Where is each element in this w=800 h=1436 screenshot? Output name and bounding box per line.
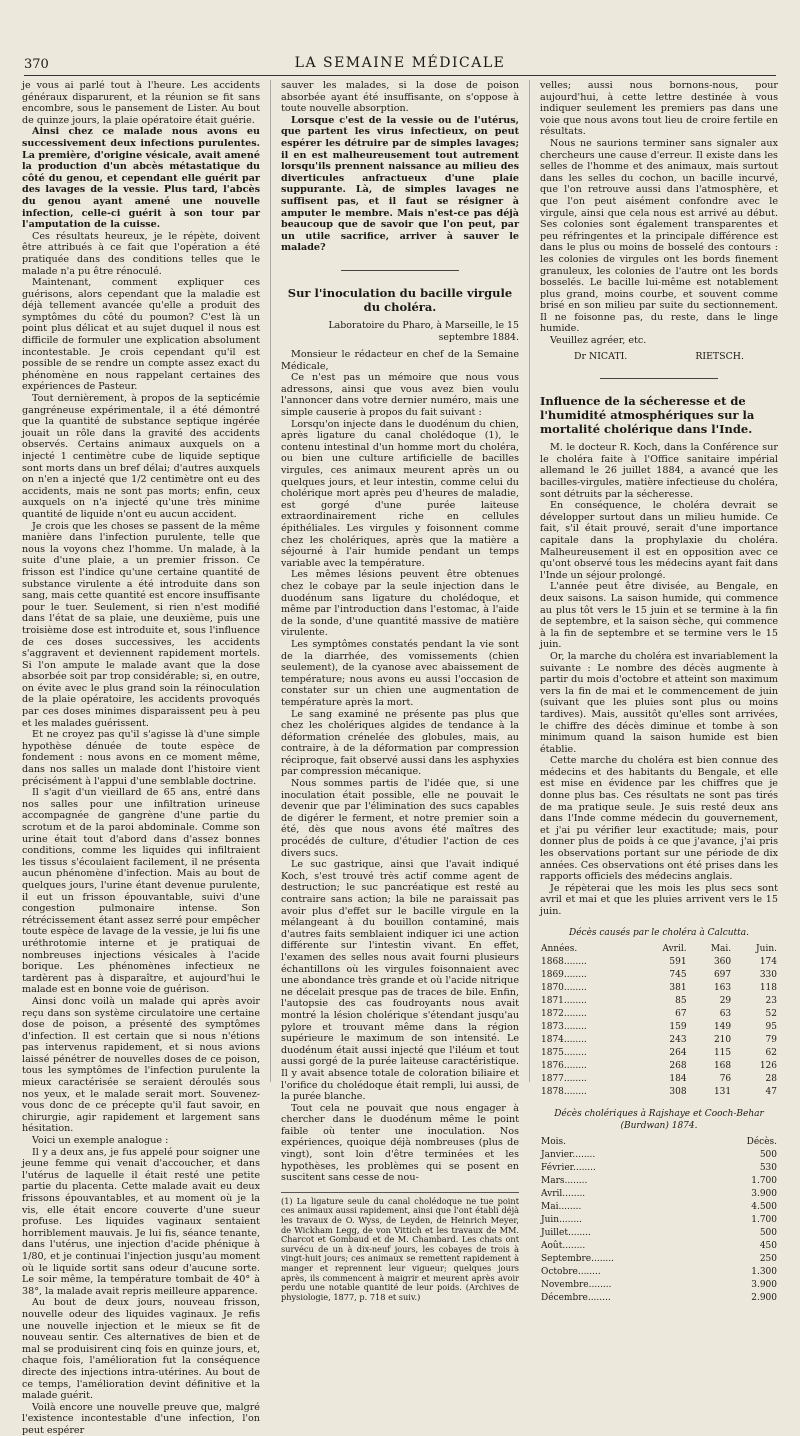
table-row: [540, 995, 778, 1008]
table-row: [540, 1175, 778, 1188]
table-cell: Janvier........: [541, 1150, 596, 1161]
table-cell: Novembre........: [541, 1280, 612, 1291]
table-cell: Décembre........: [541, 1293, 611, 1304]
footnote: (1) La ligature seule du canal cholédoque ne tue point ces animaux aussi rapidement, ainsi que l'ont établi déjà les travaux de O. Wyss, de Leyden, de Heinrich Meyer, de Wickham Legg, de von Vittich et les travaux de MM. Charcot et Gombaud et de M. Chambard. Les chats ont survécu de un à dix-neuf jours, les cobayes de trois à vingt-huit jours; ces animaux se remettent rapidement à manger et reprennent leur vigueur; quelques jours après, ils commencent à maigrir et meurent après avoir perdu une notable quantité de leur poids. (Archives de physiologie, 1877, p. 718 et suiv.): [281, 1192, 519, 1303]
column-header: Mai.: [710, 944, 732, 955]
column-header: Juin.: [756, 944, 777, 955]
signatures: [540, 351, 778, 363]
table-row: [540, 1008, 778, 1021]
table-cell: 1877........: [541, 1074, 587, 1085]
table-cell: 450: [759, 1241, 777, 1252]
table-cell: Juillet........: [541, 1228, 591, 1239]
paragraph: Ces résultats heureux, je le répète, doivent être attribués à ce fait que l'opération a été pratiquée dans des conditions telles que le malade n'a pu être rénoculé.: [22, 230, 260, 277]
table-cell: 184: [669, 1074, 687, 1085]
burdwan-deaths-table: [540, 1136, 778, 1305]
table-cell: 118: [759, 983, 777, 994]
calcutta-deaths-table: [540, 943, 778, 1099]
article-title: Influence de la sécheresse et de l'humidité atmosphériques sur la mortalité cholérique dans l'Inde.: [540, 394, 755, 437]
paragraph: Lorsqu'on injecte dans le duodénum du chien, après ligature du canal cholédoque (1), le contenu intestinal d'un homme mort du choléra, ou bien une culture artificielle de bacilles virgules, ces animaux meurent après un ou quelques jours, et leur intestin, comme celui du cholérique mort après peu d'heures de maladie, est gorgé d'une purée laiteuse extraordinairement riche en cellules épithéliales. Les virgules y foisonnent comme chez les cholériques, après que la matière a séjourné à l'air humide pendant un temps variable avec la température.: [281, 418, 519, 569]
salutation: Monsieur le rédacteur en chef de la Semaine Médicale,: [281, 349, 519, 372]
table-cell: 28: [765, 1074, 777, 1085]
table-cell: 1876........: [541, 1061, 587, 1072]
table-row: [540, 1188, 778, 1201]
section-divider: [281, 264, 519, 276]
table-cell: 530: [759, 1163, 777, 1174]
paragraph: Maintenant, comment expliquer ces guérisons, alors cependant que la maladie est déjà tellement avancée qu'elle a produit des symptômes du côté du poumon? C'est là un point plus délicat et au sujet duquel il nous est difficile de formuler une explication absolument incontestable. Je crois cependant qu'il est possible de se rendre un compte assez exact du phénomène en nous rappelant certaines des expériences de Pasteur.: [22, 277, 260, 393]
table-cell: 308: [669, 1087, 687, 1098]
table-cell: 3.900: [751, 1189, 777, 1200]
table-row: [540, 1240, 778, 1253]
table-cell: 1871........: [541, 996, 587, 1007]
article-title: Sur l'inoculation du bacille virgule du choléra.: [287, 285, 513, 314]
table-cell: 360: [713, 957, 732, 968]
table-cell: 381: [669, 983, 687, 994]
table-cell: 1.700: [751, 1176, 777, 1187]
paragraph: Il s'agit d'un vieillard de 65 ans, entré dans nos salles pour une infiltration urineuse accompagnée de gangrène d'une partie du scrotum et de la paroi abdominale. Comme son urine était tout d'abord dans d'assez bonnes conditions, comme les liquides qui infiltraient les tissus s'écoulaient facilement, il ne présenta aucun phénomène d'infection. Mais au bout de quelques jours, l'urine étant devenue purulente, il eut un frisson épouvantable, suivi d'une congestion pulmonaire intense. Son rétrécissement étant assez serré pour empêcher toute espèce de lavage de la vessie, je lui fis une uréthrotomie interne et je pratiquai de nombreuses injections vésicales à l'acide borique. Les phénomènes infectieux ne tardèrent pas à disparaître, et aujourd'hui le malade est en bonne voie de guérison.: [22, 787, 260, 996]
paragraph: Nous sommes partis de l'idée que, si une inoculation était possible, elle ne pouvait le devenir que par l'élimination des sucs capables de digérer le ferment, et notre premier soin a été, dès que nous avons été maîtres des procédés de culture, d'étudier l'action de ces divers sucs.: [281, 778, 519, 859]
table-row: [540, 1227, 778, 1240]
table-cell: 500: [759, 1228, 777, 1239]
paragraph: Et ne croyez pas qu'il s'agisse là d'une simple hypothèse dénuée de toute espèce de fondement : nous avons en ce moment même, dans nos salles un malade dont l'histoire vient précisément à l'appui d'une semblable doctrine.: [22, 729, 260, 787]
table-body: [540, 1149, 778, 1305]
table-cell: 149: [713, 1022, 732, 1033]
table-cell: 126: [759, 1061, 777, 1072]
table-row: [540, 1149, 778, 1162]
table-row: [540, 1253, 778, 1266]
table-cell: Mars........: [541, 1176, 588, 1187]
table-cell: Avril........: [541, 1189, 586, 1200]
table-body: [540, 956, 778, 1099]
paragraph: Cette marche du choléra est bien connue des médecins et des habitants du Bengale, et elle est mise en évidence par les chiffres que je donne plus bas. Ces résultats ne sont pas tirés de ma pratique seule. Je suis resté deux ans dans l'Inde comme médecin du gouvernement, et j'ai pu vérifier leur exactitude; mais, pour donner plus de poids à ce que j'avance, j'ai pris les observations portant sur une période de dix années. Ces observations ont été prises dans les rapports officiels des médecins anglais.: [540, 755, 778, 883]
paragraph: Les mêmes lésions peuvent être obtenues chez le cobaye par la seule injection dans le duodénum sans ligature du cholédoque, et même par l'introduction dans l'estomac, à l'aide de la sonde, d'une quantité massive de matière virulente.: [281, 569, 519, 639]
table-cell: 95: [765, 1022, 777, 1033]
table-header-row: [540, 943, 778, 956]
table-cell: 591: [669, 957, 687, 968]
table-row: [540, 1034, 778, 1047]
table-cell: 264: [669, 1048, 687, 1059]
table-row: [540, 1266, 778, 1279]
table-cell: Septembre........: [541, 1254, 615, 1265]
paragraph: Voilà encore une nouvelle preuve que, malgré l'existence incontestable d'une infection, l'on peut espérer: [22, 1401, 260, 1436]
column-header: Mois.: [541, 1137, 566, 1148]
table-cell: Mai........: [541, 1202, 582, 1213]
table-cell: 131: [713, 1087, 732, 1098]
table-cell: 210: [713, 1035, 732, 1046]
table-cell: Août........: [541, 1241, 586, 1252]
columns: [22, 80, 778, 1436]
column-2: [270, 80, 519, 1302]
table-row: [540, 1162, 778, 1175]
paragraph: Je répèterai que les mois les plus secs sont avril et mai et que les pluies arrivent vers le 15 juin.: [540, 882, 778, 917]
table-cell: 697: [713, 970, 732, 981]
paragraph: Or, la marche du choléra est invariablement la suivante : Le nombre des décès augmente à partir du mois d'octobre et atteint son maximum vers la fin de mai et le commencement de juin (suivant que les pluies sont plus ou moins tardives). Mais, aussitôt qu'elles sont arrivées, le chiffre des décès diminue et tombe à son minimum quand la saison humide est bien établie.: [540, 650, 778, 755]
paragraph: Voici un exemple analogue :: [32, 1135, 169, 1147]
table-cell: 29: [719, 996, 732, 1007]
table-cell: 250: [759, 1254, 777, 1265]
table-cell: 115: [713, 1048, 732, 1059]
paragraph: En conséquence, le choléra devrait se développer surtout dans un milieu humide. Ce fait, s'il était prouvé, serait d'une importance capitale dans la prophylaxie du choléra. Malheureusement il est en opposition avec ce qu'ont observé tous les médecins ayant fait dans l'Inde un séjour prolongé.: [540, 500, 778, 581]
paragraph: Ainsi chez ce malade nous avons eu successivement deux infections purulentes. La première, d'origine vésicale, avait amené la production d'un abcès métastatique du côté du genou, et cependant elle guérit par des lavages de la vessie. Plus tard, l'abcès du genou ayant amené une nouvelle infection, celle-ci guérit à son tour par l'amputation de la cuisse.: [22, 126, 260, 231]
table-cell: 1.700: [751, 1215, 777, 1226]
table-cell: 63: [719, 1009, 732, 1020]
paragraph: Ce n'est pas un mémoire que nous vous adressons, ainsi que vous avez bien voulu l'annoncer dans votre dernier numéro, mais une simple causerie à propos du fait suivant :: [281, 372, 519, 419]
paragraph: Au bout de deux jours, nouveau frisson, nouvelle odeur des liquides vaginaux. Je refis une nouvelle injection et le mieux se fit de nouveau sentir. Ces alternatives de bien et de mal se produisirent cinq fois en quinze jours, et, chaque fois, l'amélioration fut la conséquence directe des injections intra-utérines. Au bout de ce temps, l'amélioration devint définitive et la malade guérit.: [22, 1297, 260, 1402]
table-cell: 1873........: [541, 1022, 587, 1033]
table-row: [540, 956, 778, 969]
table-cell: 52: [765, 1009, 777, 1020]
page-number: 370: [24, 57, 49, 72]
table-cell: 1878........: [541, 1087, 587, 1098]
table-row: [540, 1292, 778, 1305]
table-cell: 2.900: [751, 1293, 777, 1304]
table-cell: 1.300: [751, 1267, 777, 1278]
column-header: Années.: [541, 944, 578, 955]
paragraph: L'année peut être divisée, au Bengale, en deux saisons. La saison humide, qui commence au plus tôt vers le 15 juin et se termine à la fin de septembre, et la saison sèche, qui commence à la fin de septembre et se termine vers le 15 juin.: [540, 581, 778, 651]
table-caption: Décès cholériques à Rajshaye et Cooch-Behar (Burdwan) 1874.: [554, 1109, 764, 1131]
paragraph: velles; aussi nous bornons-nous, pour aujourd'hui, à cette lettre destinée à vous indiquer seulement les premiers pas dans une voie que nous avons tout lieu de croire fertile en résultats.: [540, 80, 778, 138]
table-row: [540, 1047, 778, 1060]
table-cell: 1870........: [541, 983, 587, 994]
table-cell: 159: [669, 1022, 687, 1033]
table-row: [540, 1060, 778, 1073]
table-cell: 3.900: [751, 1280, 777, 1291]
paragraph: Veuillez agréer, etc.: [550, 335, 647, 347]
column-1: [22, 80, 261, 1436]
table-row: [540, 1279, 778, 1292]
table-cell: 1868........: [541, 957, 587, 968]
table-cell: 79: [765, 1035, 777, 1046]
table-row: [540, 1073, 778, 1086]
table-cell: 243: [669, 1035, 687, 1046]
table-cell: 330: [759, 970, 777, 981]
table-cell: 268: [669, 1061, 687, 1072]
paragraph: Le suc gastrique, ainsi que l'avait indiqué Koch, s'est trouvé très actif comme agent de destruction; le suc pancréatique est resté au contraire sans action; la bile ne paraissait pas avoir plus d'effet sur le bacille virgule en la mélangeant à du bouillon contaminé, mais d'autres faits semblaient indiquer ici une action différente sur l'intestin vivant. En effet, l'examen des selles nous avait fourni plusieurs échantillons où les virgules foisonnaient avec une abondance très grande et où l'acide nitrique ne décelait presque pas de traces de bile. Enfin, l'autopsie des cas foudroyants nous avait montré la lésion cholérique s'étendant jusqu'au pylore et trouvant même dans la région supérieure le maximum de son intensité. Le duodénum était aussi injecté que l'iléum et tout aussi gorgé de la purée laiteuse caractéristique. Il y avait absence totale de coloration biliaire et l'orifice du cholédoque était rempli, lui aussi, de la purée blanche.: [281, 859, 519, 1103]
paragraph: sauver les malades, si la dose de poison absorbée ayant été insuffisante, on s'oppose à toute nouvelle absorption.: [281, 80, 519, 115]
table-cell: 168: [713, 1061, 732, 1072]
page-header: [24, 55, 776, 76]
column-header: Avril.: [662, 944, 687, 955]
table-cell: 1872........: [541, 1009, 587, 1020]
table-cell: 47: [765, 1087, 777, 1098]
table-cell: 67: [675, 1009, 687, 1020]
paragraph: Lorsque c'est de la vessie ou de l'utérus, que partent les virus infectieux, on peut espérer les détruire par de simples lavages; il en est malheureusement tout autrement lorsqu'ils prennent naissance au milieu des diverticules anfractueux d'une plaie suppurante. Là, de simples lavages ne suffisent pas, et il faut se résigner à amputer le membre. Mais n'est-ce pas déjà beaucoup que de savoir que l'on peut, par un utile sacrifice, arriver à sauver le malade?: [281, 114, 519, 254]
column-3: [529, 80, 778, 1304]
table-cell: 76: [719, 1074, 732, 1085]
table-caption: Décès causés par le choléra à Calcutta.: [568, 927, 749, 938]
table-cell: 500: [759, 1150, 777, 1161]
table-cell: 62: [765, 1048, 777, 1059]
paragraph: M. le docteur R. Koch, dans la Conférence sur le choléra faite à l'Office sanitaire impérial allemand le 26 juillet 1884, a avancé que les bacilles-virgules, matière infectieuse du choléra, sont détruits par la sécheresse.: [540, 442, 778, 500]
dateline: Laboratoire du Pharo, à Marseille, le 15 septembre 1884.: [328, 319, 519, 343]
table-cell: 85: [675, 996, 687, 1007]
paragraph: Tout dernièrement, à propos de la septicémie gangréneuse expérimentale, il a été démontré que la quantité de substance septique ingérée jouait un rôle dans la gravité des accidents observés. Certains animaux auxquels on a injecté 1 centimètre cube de liquide septique sont morts dans un bref délai; d'autres auxquels on n'en a injecté que 1/2 centimètre ont eu des accidents, mais ne sont pas morts; enfin, ceux auxquels on n'a injecté qu'une très minime quantité de liquide n'ont eu aucun accident.: [22, 393, 260, 520]
table-cell: 1875........: [541, 1048, 587, 1059]
paragraph: Je crois que les choses se passent de la même manière dans l'infection purulente, telle que nous la voyons chez l'homme. Un malade, à la suite d'une plaie, a un premier frisson. Ce frisson est l'indice qu'une certaine quantité de substance virulente a été introduite dans son sang, mais cette quantité est encore insuffisante pour le tuer. Seulement, si rien n'est modifié dans l'état de sa plaie, une deuxième, puis une troisième dose est introduite et, sous l'influence de ces doses successives, les accidents s'aggravent et deviennent rapidement mortels. Si l'on ampute le malade avant que la dose absorbée soit par trop considérable; si, en outre, on évite avec le plus grand soin la réinoculation de la plaie opératoire, les accidents provoqués par ces doses minimes disparaissent peu à peu et les malades guérissent.: [22, 520, 261, 729]
paragraph: Le sang examiné ne présente pas plus que chez les cholériques algides de tendance à la déformation crénelée des globules, mais, au contraire, à de la déformation par compression réciproque, fait observé aussi dans les asphyxies par compression mécanique.: [281, 708, 519, 778]
table-cell: Février........: [541, 1163, 596, 1174]
column-header: Décès.: [746, 1137, 777, 1148]
table-row: [540, 969, 778, 982]
table-cell: 163: [713, 983, 732, 994]
paragraph: Ainsi donc voilà un malade qui après avoir reçu dans son système circulatoire une certaine dose de poison, a présenté des symptômes d'infection. Il est certain que si nous n'étions pas intervenus rapidement, et si nous avions laissé pénétrer de nouvelles doses de ce poison, tous les symptômes de l'infection purulente la mieux caractérisée se seraient déroulés sous nos yeux, et le malade serait mort. Souvenez-vous donc de ce précepte qu'il faut savoir, en chirurgie, agir rapidement et largement sans hésitation.: [22, 995, 260, 1135]
table-row: [540, 1201, 778, 1214]
table-cell: 174: [759, 957, 777, 968]
table-row: [540, 1214, 778, 1227]
table-cell: 745: [669, 970, 687, 981]
section-divider: [540, 372, 778, 384]
table-cell: 23: [765, 996, 777, 1007]
paragraph: Tout cela ne pouvait que nous engager à chercher dans le duodénum même le point faible où tenter une inoculation. Nos expériences, quoique déjà nombreuses (plus de vingt), sont loin d'être terminées et les hypothèses, les problèmes qui se posent en suscitent sans cesse de nou-: [281, 1102, 519, 1184]
table-cell: 4.500: [751, 1202, 777, 1213]
paragraph: je vous ai parlé tout à l'heure. Les accidents généraux disparurent, et la réunion se fit sans encombre, sous le pansement de Lister. Au bout de quinze jours, la plaie opératoire était guérie.: [22, 80, 260, 126]
paragraph: Nous ne saurions terminer sans signaler aux chercheurs une cause d'erreur. Il existe dans les selles de l'homme et des animaux, mais surtout dans les selles du cochon, un bacille incurvé, que l'on retrouve aussi dans l'atmosphère, et que l'on peut aisément confondre avec le virgule, ainsi que cela nous est arrivé au début. Ses colonies sont également transparentes et peu réfringentes et la principale différence est dans le plus ou moins de bosselé des contours : les colonies de virgules ont les bords finement granuleux, les colonies de l'autre ont les bords bosselés. Le bacille lui-même est notablement plus grand, moins courbe, et souvent comme brisé en son milieu par suite du sectionnement. Il ne foisonne pas, du reste, dans le linge humide.: [540, 137, 778, 335]
table-row: [540, 1086, 778, 1099]
journal-title: LA SEMAINE MÉDICALE: [294, 55, 506, 71]
table-cell: 1874........: [541, 1035, 587, 1046]
paragraph: Il y a deux ans, je fus appelé pour soigner une jeune femme qui venait d'accoucher, et dans l'utérus de laquelle il était resté une petite partie du placenta. Cette malade avait eu deux frissons épouvantables, et au moment où je la vis, elle était encore couverte d'une sueur profuse. Les liquides vaginaux sentaient horriblement mauvais. Je lui fis, séance tenante, dans l'utérus, une injection d'acide phénique à 1/80, et je continuai l'injection jusqu'au moment où le liquide sortit sans odeur d'aucune sorte. Le soir même, la température tombait de 40° à 38°, la malade avait repris meilleure apparence.: [22, 1146, 260, 1297]
table-cell: Octobre........: [541, 1267, 601, 1278]
table-cell: Juin........: [541, 1215, 582, 1226]
signature: RIETSCH.: [695, 350, 744, 362]
signature: Dr NICATI.: [574, 350, 628, 362]
table-row: [540, 982, 778, 995]
paragraph: Les symptômes constatés pendant la vie sont de la diarrhée, des vomissements (chien seulement), de la cyanose avec abaissement de température; nous avons eu aussi l'occasion de constater sur un chien une augmentation de température après la mort.: [281, 638, 519, 708]
table-cell: 1869........: [541, 970, 587, 981]
table-header-row: [540, 1136, 778, 1149]
table-row: [540, 1021, 778, 1034]
